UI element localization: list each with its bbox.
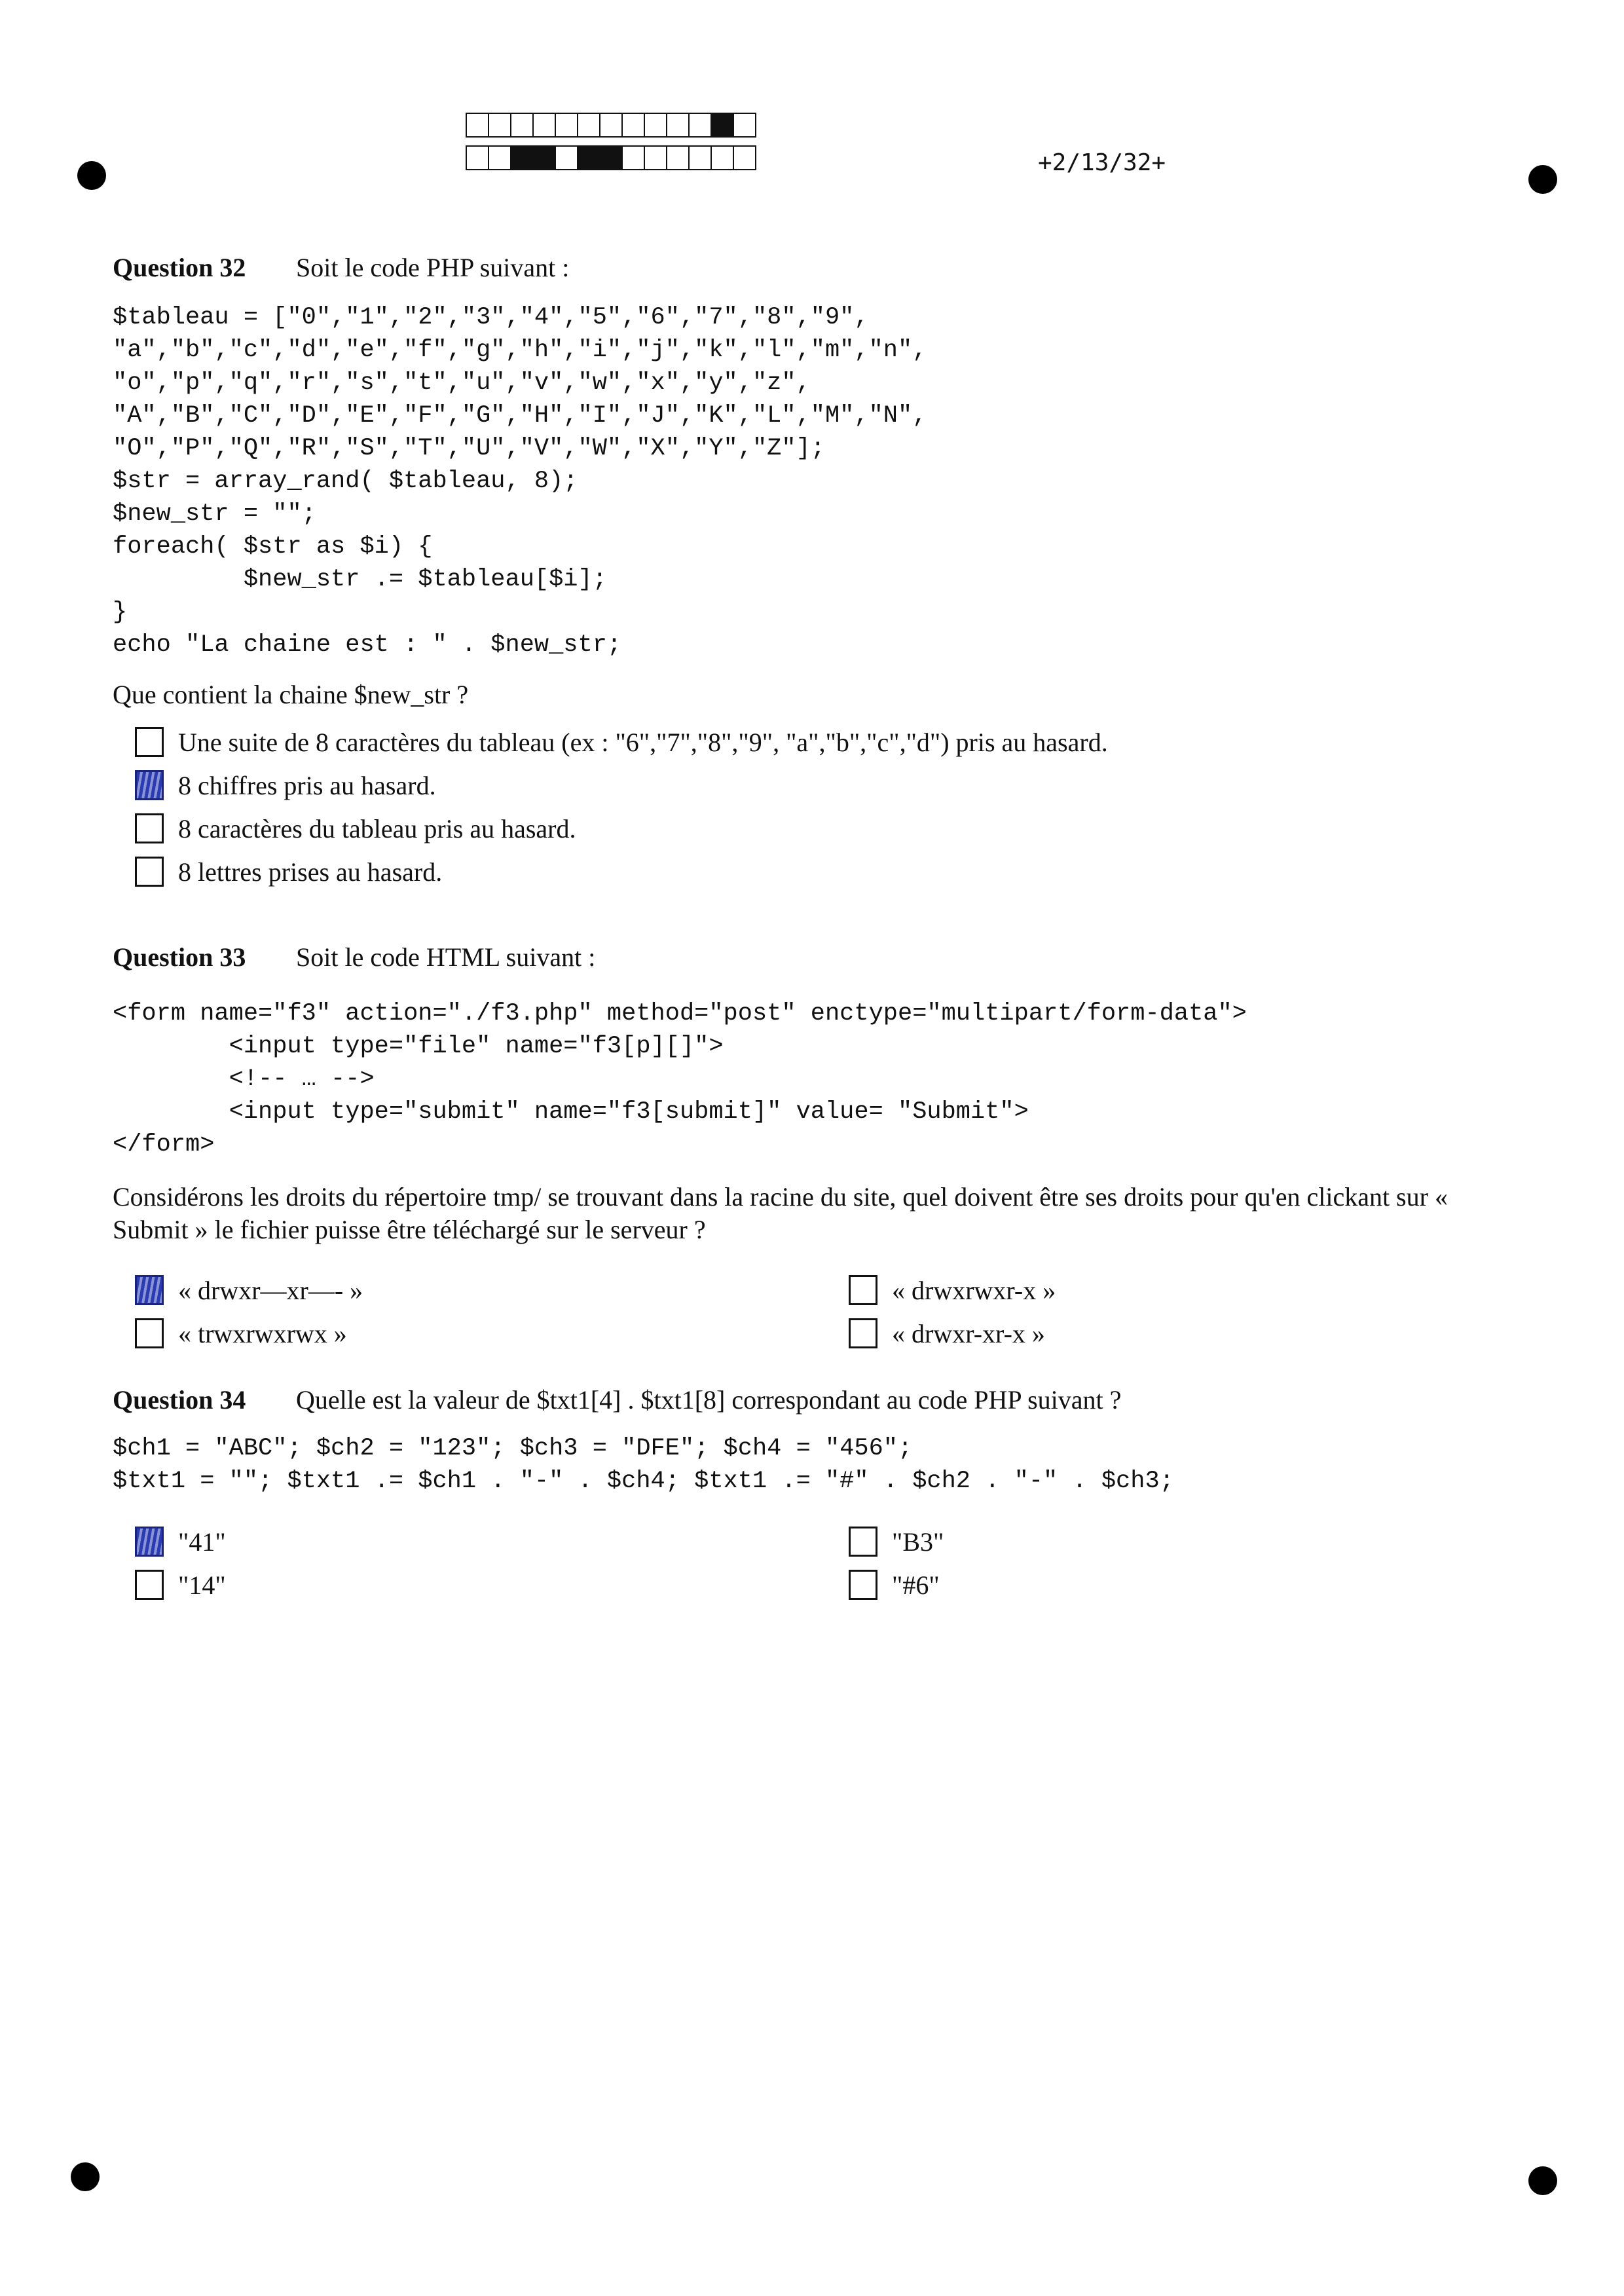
id-code-cell <box>555 145 578 170</box>
php-code-block: $tableau = ["0","1","2","3","4","5","6","7","8","9", "a","b","c","d","e","f","g","h","i","j","k","l","m","n", "o","p","q","r","s","t","u","v","w","x","y","z", "A","B","C","D","E","F","G","H","I","J","K","L","M","N", "O","P","Q","R","S","T","U","V","W","X","Y","Z"]; $str = array_rand( $tableau, 8); $new_str = ""; foreach( $str as $i) { $new_str .= $tableau[$i]; } echo "La chaine est : " . $new_str; <box>113 304 927 659</box>
question-32 <box>113 252 1526 893</box>
id-code-cell <box>644 145 667 170</box>
checkbox[interactable] <box>135 1527 164 1557</box>
question-number: Question 33 <box>113 942 246 972</box>
id-code-cell <box>532 113 556 138</box>
id-code-cell <box>688 145 712 170</box>
registration-mark-top-left <box>77 161 106 190</box>
checkbox[interactable] <box>135 1570 164 1600</box>
question-title: Soit le code PHP suivant : <box>296 253 570 282</box>
id-code-cell <box>644 113 667 138</box>
id-code-cell <box>710 113 734 138</box>
checkbox[interactable] <box>135 727 164 757</box>
id-code-cell <box>577 145 600 170</box>
checkbox[interactable] <box>135 1275 164 1305</box>
answer-options <box>135 1520 1526 1606</box>
answer-option[interactable] <box>135 1520 849 1563</box>
id-code-cell <box>488 145 511 170</box>
answer-option[interactable] <box>135 1563 849 1606</box>
id-code-cell <box>621 145 645 170</box>
id-code-cell <box>599 113 623 138</box>
html-code-block: <form name="f3" action="./f3.php" method="post" enctype="multipart/form-data"> <input type="file" name="f3[p][]"> <!-- … --> <input type="submit" name="f3[submit]" value= "Submit"> </form> <box>113 1000 1247 1158</box>
answer-option[interactable] <box>135 1312 849 1355</box>
option-label: "#6" <box>892 1570 940 1600</box>
option-label: Une suite de 8 caractères du tableau (ex : "6","7","8","9", "a","b","c","d") pris au hasard. <box>178 727 1108 757</box>
answer-option[interactable] <box>135 720 1526 764</box>
checkbox[interactable] <box>135 857 164 887</box>
id-code-cell <box>510 145 534 170</box>
registration-mark-bottom-left <box>71 2162 100 2191</box>
question-prompt: Que contient la chaine $new_str ? <box>113 680 469 709</box>
question-34 <box>113 1384 1526 1606</box>
id-code-cell <box>599 145 623 170</box>
id-code-cell <box>532 145 556 170</box>
question-header <box>113 942 1526 972</box>
id-code-cell <box>666 113 690 138</box>
id-code-cell <box>466 145 489 170</box>
option-label: « drwxr—xr—- » <box>178 1275 363 1305</box>
checkbox[interactable] <box>135 770 164 800</box>
id-code-cell <box>555 113 578 138</box>
checkbox[interactable] <box>849 1275 877 1305</box>
question-prompt: Considérons les droits du répertoire tmp/ se trouvant dans la racine du site, quel doivent être ses droits pour qu'en clickant sur « Submit » le fichier puisse être téléchargé sur le serveur ? <box>113 1182 1448 1244</box>
question-header <box>113 1384 1526 1415</box>
id-code-row-2 <box>467 145 756 170</box>
question-header <box>113 252 1526 283</box>
answer-option[interactable] <box>135 1268 849 1312</box>
option-label: 8 caractères du tableau pris au hasard. <box>178 813 576 843</box>
answer-option[interactable] <box>135 807 1526 850</box>
id-code-cell <box>733 145 756 170</box>
answer-options <box>135 1268 1526 1355</box>
option-label: "41" <box>178 1527 226 1557</box>
id-code-row-1 <box>467 113 756 138</box>
option-label: 8 chiffres pris au hasard. <box>178 770 436 800</box>
option-label: « drwxrwxr-x » <box>892 1275 1056 1305</box>
question-title: Quelle est la valeur de $txt1[4] . $txt1[8] correspondant au code PHP suivant ? <box>296 1385 1122 1415</box>
question-number: Question 34 <box>113 1385 246 1415</box>
question-title: Soit le code HTML suivant : <box>296 942 596 972</box>
option-label: "B3" <box>892 1527 944 1557</box>
page-identifier: +2/13/32+ <box>1038 149 1166 176</box>
id-code-cell <box>710 145 734 170</box>
checkbox[interactable] <box>135 1318 164 1348</box>
checkbox[interactable] <box>135 813 164 843</box>
id-code-cell <box>688 113 712 138</box>
option-label: 8 lettres prises au hasard. <box>178 857 443 887</box>
question-33 <box>113 942 1526 1355</box>
id-code-cell <box>466 113 489 138</box>
checkbox[interactable] <box>849 1527 877 1557</box>
answer-options <box>135 720 1526 893</box>
registration-mark-top-right <box>1528 165 1557 194</box>
checkbox[interactable] <box>849 1318 877 1348</box>
answer-option[interactable] <box>135 764 1526 807</box>
question-number: Question 32 <box>113 253 246 282</box>
id-code-cell <box>733 113 756 138</box>
answer-option[interactable] <box>849 1312 1562 1355</box>
answer-option[interactable] <box>135 850 1526 893</box>
answer-option[interactable] <box>849 1268 1562 1312</box>
answer-option[interactable] <box>849 1520 1562 1563</box>
option-label: « drwxr-xr-x » <box>892 1318 1045 1348</box>
php-code-block: $ch1 = "ABC"; $ch2 = "123"; $ch3 = "DFE"; $ch4 = "456"; $txt1 = ""; $txt1 .= $ch1 . "-" . $ch4; $txt1 .= "#" . $ch2 . "-" . $ch3; <box>113 1435 1174 1495</box>
answer-option[interactable] <box>849 1563 1562 1606</box>
id-code-cell <box>621 113 645 138</box>
option-label: "14" <box>178 1570 226 1600</box>
option-label: « trwxrwxrwx » <box>178 1318 347 1348</box>
checkbox[interactable] <box>849 1570 877 1600</box>
id-code-cell <box>577 113 600 138</box>
id-code-cell <box>510 113 534 138</box>
id-code-cell <box>488 113 511 138</box>
registration-mark-bottom-right <box>1528 2166 1557 2195</box>
id-code-cell <box>666 145 690 170</box>
